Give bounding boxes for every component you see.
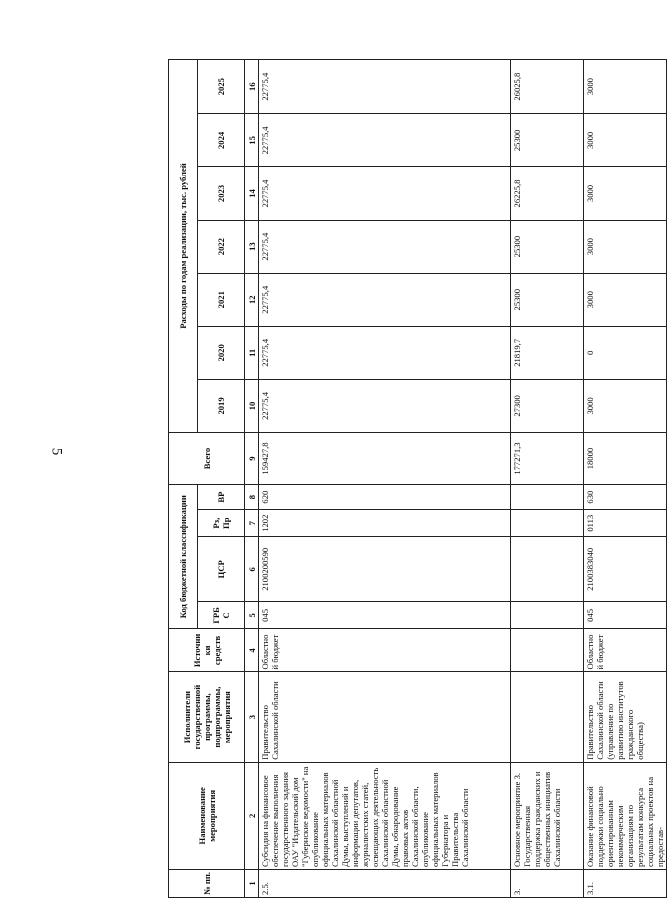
row-year-value: 22775,4 [259, 379, 511, 432]
row-year-value: 22775,4 [259, 220, 511, 273]
column-number-row [245, 60, 259, 898]
column-number: 10 [245, 379, 259, 432]
row-total: 18000 [584, 432, 667, 484]
column-number: 12 [245, 273, 259, 326]
col-header-name: Наименование мероприятия [169, 762, 245, 869]
header-row-top [169, 60, 198, 898]
col-header-rzpr: Рз, Пр [198, 510, 245, 537]
row-vr: 630 [584, 485, 667, 510]
col-header-year: 2025 [198, 60, 245, 114]
col-header-year: 2024 [198, 114, 245, 167]
row-grbs [511, 602, 584, 629]
row-year-value: 3000 [584, 273, 667, 326]
col-header-expenses: Расходы по годам реализации, тыс. рублей [169, 60, 198, 433]
row-year-value: 3000 [584, 60, 667, 114]
col-header-classification: Код бюджетной классификации [169, 485, 198, 629]
col-header-source: Источники средств [169, 629, 245, 672]
row-csr [511, 537, 584, 602]
row-source: Областной бюджет [259, 629, 511, 672]
row-no: 3.1. [584, 869, 667, 897]
row-total: 159427,8 [259, 432, 511, 484]
row-total: 177271,3 [511, 432, 584, 484]
column-number: 6 [245, 537, 259, 602]
row-grbs: 045 [584, 602, 667, 629]
column-number: 2 [245, 762, 259, 869]
column-number: 1 [245, 869, 259, 897]
row-no: 2.5. [259, 869, 511, 897]
row-year-value: 22775,4 [259, 167, 511, 220]
col-header-grbs: ГРБС [198, 602, 245, 629]
column-number: 13 [245, 220, 259, 273]
row-year-value: 25300 [511, 273, 584, 326]
column-number: 11 [245, 326, 259, 379]
col-header-executor: Исполнители государственной программы, подпрограммы, мероприятия [169, 672, 245, 762]
row-year-value: 27300 [511, 379, 584, 432]
rotated-table-wrapper [168, 59, 665, 898]
row-year-value: 22775,4 [259, 114, 511, 167]
row-no: 3. [511, 869, 584, 897]
row-rzpr [511, 510, 584, 537]
column-number: 16 [245, 60, 259, 114]
column-number: 8 [245, 485, 259, 510]
row-year-value: 25300 [511, 114, 584, 167]
row-year-value: 0 [584, 326, 667, 379]
row-csr: 2100200590 [259, 537, 511, 602]
row-csr: 2100383040 [584, 537, 667, 602]
row-rzpr: 1202 [259, 510, 511, 537]
row-source: Областной бюджет [584, 629, 667, 672]
row-year-value: 21819,7 [511, 326, 584, 379]
row-year-value: 26025,8 [511, 60, 584, 114]
column-number: 5 [245, 602, 259, 629]
row-year-value: 22775,4 [259, 273, 511, 326]
col-header-year: 2021 [198, 273, 245, 326]
row-name: Основное мероприятие 3. Государственная поддержка гражданских и общественных инициатив Сахалинской области [511, 762, 584, 869]
row-executor: Правительство Сахалинской области [259, 672, 511, 762]
table-row [259, 60, 511, 898]
row-grbs: 045 [259, 602, 511, 629]
row-executor: Правительство Сахалинской области (управление по развитию институтов гражданского общества) [584, 672, 667, 762]
column-number: 15 [245, 114, 259, 167]
col-header-year: 2022 [198, 220, 245, 273]
row-year-value: 25300 [511, 220, 584, 273]
col-header-total: Всего [169, 432, 245, 484]
column-number: 9 [245, 432, 259, 484]
col-header-year: 2019 [198, 379, 245, 432]
table-row [584, 60, 667, 898]
col-header-csr: ЦСР [198, 537, 245, 602]
column-number: 7 [245, 510, 259, 537]
row-year-value: 26225,8 [511, 167, 584, 220]
row-year-value: 22775,4 [259, 60, 511, 114]
row-year-value: 22775,4 [259, 326, 511, 379]
row-year-value: 3000 [584, 167, 667, 220]
row-vr [511, 485, 584, 510]
row-vr: 620 [259, 485, 511, 510]
column-number: 14 [245, 167, 259, 220]
col-header-year: 2020 [198, 326, 245, 379]
column-number: 4 [245, 629, 259, 672]
row-source [511, 629, 584, 672]
col-header-vr: ВР [198, 485, 245, 510]
column-number: 3 [245, 672, 259, 762]
row-executor [511, 672, 584, 762]
col-header-year: 2023 [198, 167, 245, 220]
row-year-value: 3000 [584, 379, 667, 432]
table-row [511, 60, 584, 898]
page-number: 5 [48, 447, 65, 456]
row-year-value: 3000 [584, 114, 667, 167]
col-header-no: № пп. [169, 869, 245, 897]
row-year-value: 3000 [584, 220, 667, 273]
row-name: Субсидия на финансовое обеспечение выполнения государственного задания ОАУ "Издательский дом "Губернские ведомости" на опубликование официальных материалов Сахалинской областной Думы, выступлений и информации депутатов, журналистских статей, освещающих деятельность Сахалинской областной Думы, обнародование правовых актов Сахалинской области, опубликование официальных материалов Губернатора и Правительства Сахалинской области [259, 762, 511, 869]
budget-table [168, 59, 667, 898]
row-name: Оказание финансовой поддержки социально ориентированным некоммерческим организациям по результатам конкурса социальных проектов на предостав- [584, 762, 667, 869]
row-rzpr: 0113 [584, 510, 667, 537]
